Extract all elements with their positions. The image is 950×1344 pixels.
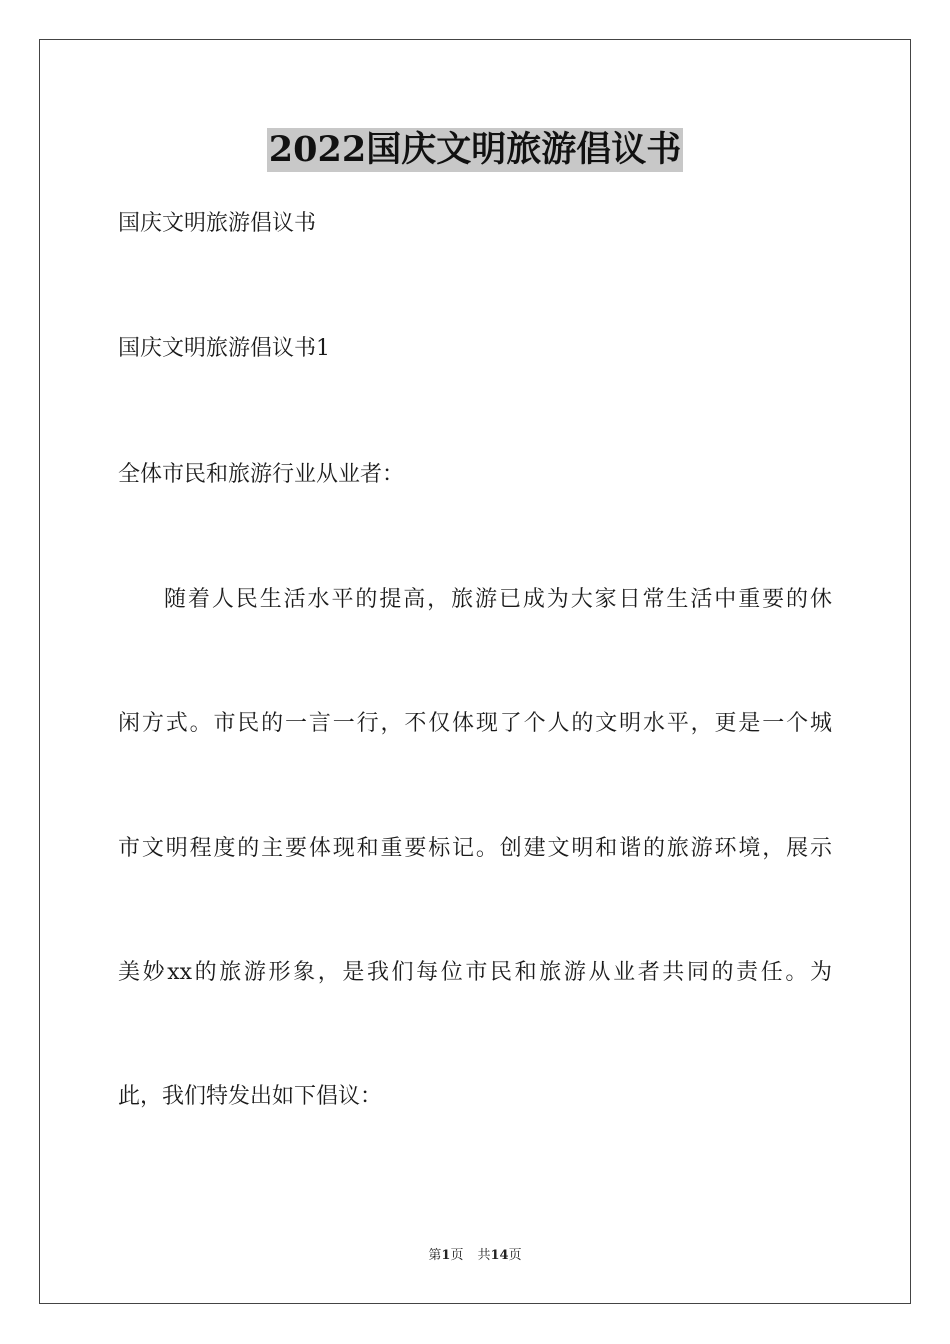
salutation-line: 全体市民和旅游行业从业者： — [118, 462, 405, 487]
document-title: 2022国庆文明旅游倡议书 — [268, 129, 682, 170]
footer-page-total: 14 — [490, 1248, 509, 1263]
title-container — [0, 128, 950, 172]
paragraph-line: 市文明程度的主要体现和重要标记。创建文明和谐的旅游环境，展示 — [118, 836, 832, 861]
footer-total-prefix: 共 — [477, 1248, 491, 1263]
subheading-line: 国庆文明旅游倡议书1 — [118, 336, 330, 361]
heading-line: 国庆文明旅游倡议书 — [118, 211, 317, 236]
paragraph-line: 美妙xx的旅游形象，是我们每位市民和旅游从业者共同的责任。为 — [118, 960, 832, 985]
paragraph-line: 此，我们特发出如下倡议： — [118, 1084, 383, 1109]
footer-total-suffix: 页 — [508, 1248, 522, 1263]
footer-page-prefix: 第 — [428, 1248, 442, 1263]
footer-page-current: 1 — [441, 1248, 451, 1263]
page-footer — [0, 1247, 950, 1265]
paragraph-line: 随着人民生活水平的提高，旅游已成为大家日常生活中重要的休 — [164, 587, 832, 612]
paragraph-line: 闲方式。市民的一言一行，不仅体现了个人的文明水平，更是一个城 — [118, 711, 832, 736]
footer-page-mid: 页 — [450, 1248, 464, 1263]
